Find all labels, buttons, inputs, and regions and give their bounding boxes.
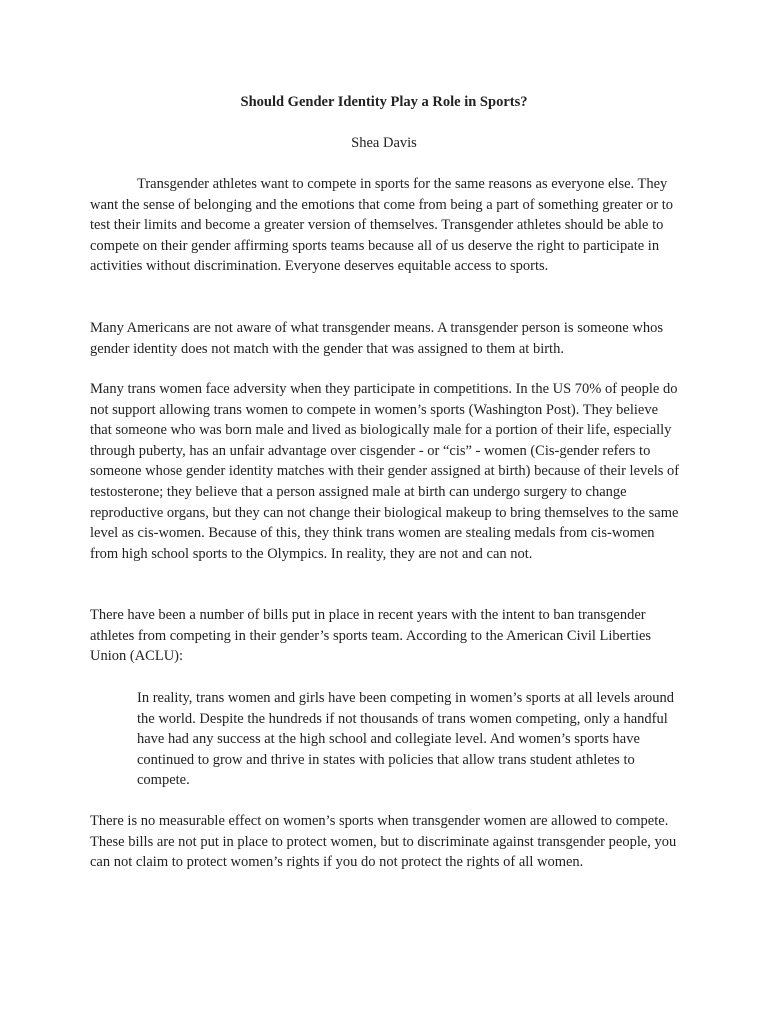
document-author: Shea Davis [351,135,417,151]
paragraph-adversity: Many trans women face adversity when they participate in competitions. In the US 70% of people do not support allowing trans women to compete in women’s sports (Washington Post). They believe that someone who was born male and lived as biologically male for a portion of their life, especially through puberty, has an unfair advantage over cisgender - or “cis” - women (Cis-gender refers to someone whose gender identity matches with their gender assigned at birth) because of their levels of testosterone; they believe that a person assigned male at birth can undergo surgery to change reproductive organs, but they can not change their biological makeup to bring themselves to the same level as cis-women. Because of this, they think trans women are stealing medals from cis-women from high school sports to the Olympics. In reality, they are not and can not. [90,381,680,562]
paragraph-definition: Many Americans are not aware of what transgender means. A transgender person is someone whos gender identity does not match with the gender that was assigned to them at birth. [90,320,663,357]
block-quote: In reality, trans women and girls have been competing in women’s sports at all levels around the world. Despite the hundreds if not thousands of trans women competing, only a handful have had any success at the high school and collegiate level. And women’s sports have continued to grow and thrive in states with policies that allow trans student athletes to compete. [137,690,675,789]
paragraph-conclusion: There is no measurable effect on women’s sports when transgender women are allowed to compete. These bills are not put in place to protect women, but to discriminate against transgender people, you can not claim to protect women’s rights if you do not protect the rights of all women. [90,813,677,871]
document-title: Should Gender Identity Play a Role in Sports? [240,94,528,110]
paragraph-bills: There have been a number of bills put in place in recent years with the intent to ban transgender athletes from competing in their gender’s sports team. According to the American Civil Liberties Union (ACLU): [90,607,652,665]
paragraph-intro: Transgender athletes want to compete in sports for the same reasons as everyone else. They want the sense of belonging and the emotions that come from being a part of something greater or to test their limits and become a greater version of themselves. Transgender athletes should be able to compete on their gender affirming sports teams because all of us deserve the right to participate in activities without discrimination. Everyone deserves equitable access to sports. [90,176,674,275]
